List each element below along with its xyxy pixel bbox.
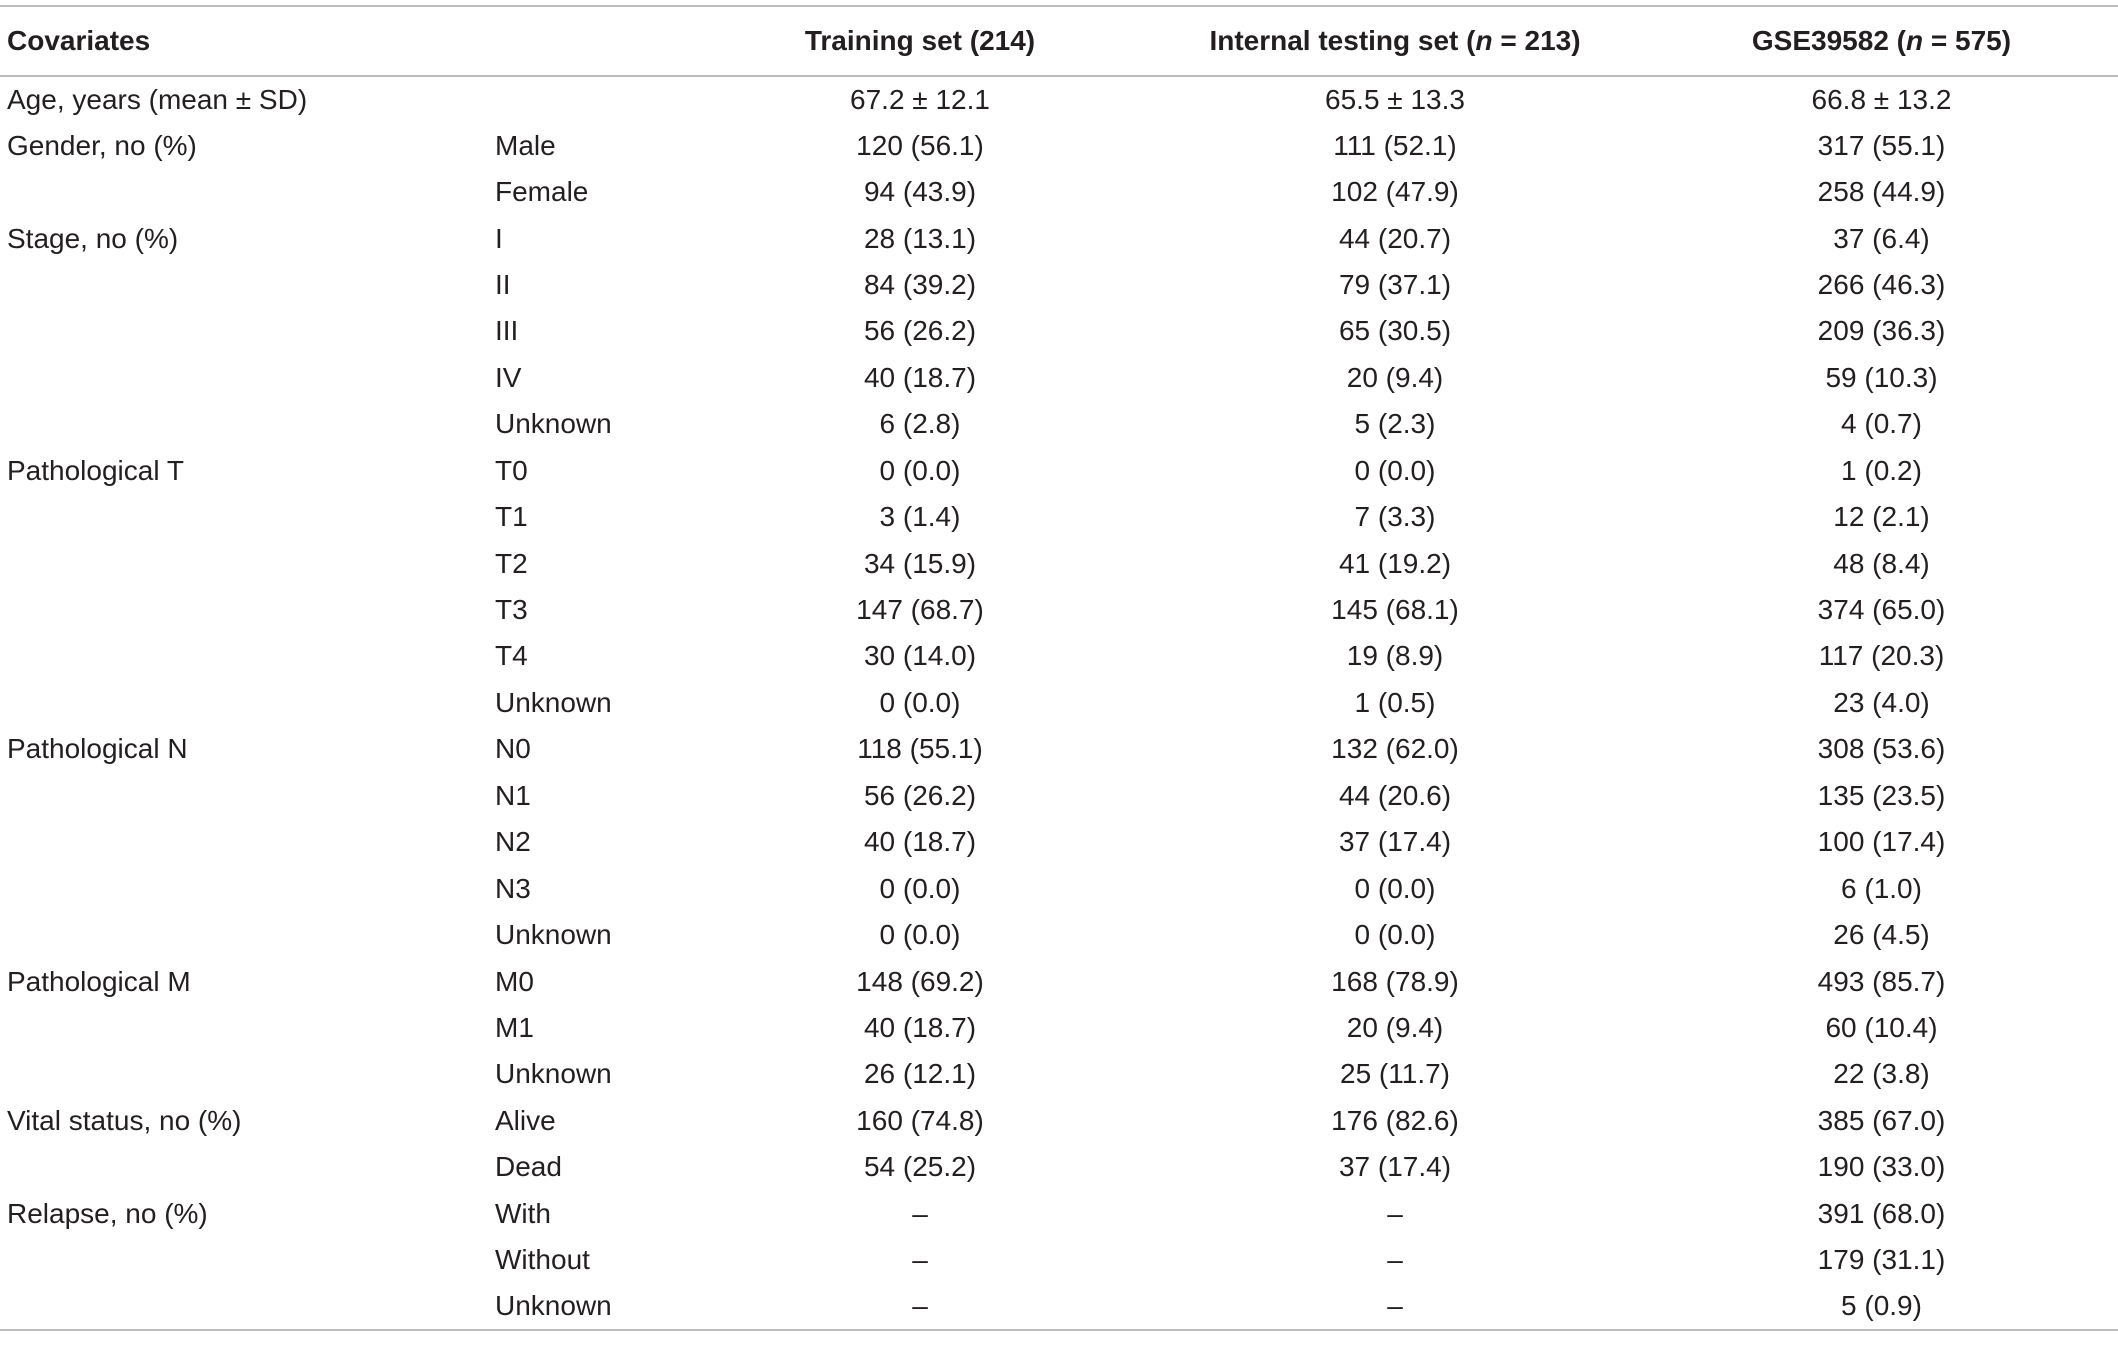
cell-training: 0 (0.0) — [879, 872, 961, 904]
cell-gse39582: 48 (8.4) — [1833, 547, 1930, 579]
cell-covariate — [0, 355, 495, 401]
cell-internal: 0 (0.0) — [1354, 919, 1436, 951]
cell-subcategory: Without — [495, 1244, 590, 1276]
cell-covariate — [0, 1005, 495, 1051]
cell-subcategory: T3 — [495, 594, 528, 626]
cell-covariate: Vital status, no (%) — [7, 1104, 242, 1136]
cell-subcategory: N0 — [495, 733, 531, 765]
header-training-set — [695, 6, 1145, 76]
cell-subcategory: Unknown — [495, 686, 612, 718]
cell-internal: 7 (3.3) — [1354, 501, 1436, 533]
cell-training: 54 (25.2) — [863, 1151, 977, 1183]
header-internal-prefix: Internal testing set ( — [1209, 25, 1476, 56]
cell-subcategory: N3 — [495, 872, 531, 904]
cell-subcategory: Unknown — [495, 919, 612, 951]
table-row — [0, 1191, 2118, 1237]
table-row — [0, 1144, 2118, 1190]
table-row — [0, 1237, 2118, 1283]
cell-gse39582: 26 (4.5) — [1833, 919, 1930, 951]
cell-internal: 65 (30.5) — [1338, 315, 1452, 347]
table-row — [0, 1051, 2118, 1097]
cell-gse39582: 190 (33.0) — [1817, 1151, 1946, 1183]
cell-training: 118 (55.1) — [857, 733, 983, 765]
cell-gse39582: 1 (0.2) — [1841, 454, 1922, 486]
cell-covariate — [0, 494, 495, 540]
cell-internal: 176 (82.6) — [1331, 1104, 1459, 1136]
cell-training: – — [912, 1197, 928, 1229]
cell-gse39582: 374 (65.0) — [1817, 594, 1946, 626]
cell-internal: – — [1387, 1197, 1403, 1229]
cell-internal: 79 (37.1) — [1338, 268, 1452, 300]
cell-training: 34 (15.9) — [863, 547, 977, 579]
table-row — [0, 633, 2118, 679]
cell-subcategory: T1 — [495, 501, 528, 533]
cell-subcategory: Alive — [495, 1104, 556, 1136]
cell-covariate — [0, 169, 495, 215]
table-row — [0, 1005, 2118, 1051]
cell-gse39582: 12 (2.1) — [1833, 501, 1930, 533]
cell-gse39582: 317 (55.1) — [1817, 129, 1946, 161]
cell-gse39582: 493 (85.7) — [1817, 965, 1946, 997]
cell-covariate: Gender, no (%) — [7, 129, 197, 161]
cell-subcategory: T2 — [495, 547, 528, 579]
cell-internal: 25 (11.7) — [1340, 1058, 1450, 1090]
cell-gse39582: 66.8 ± 13.2 — [1811, 83, 1952, 115]
cell-gse39582: 179 (31.1) — [1817, 1244, 1946, 1276]
header-internal-n: n — [1475, 25, 1493, 56]
cell-internal: 65.5 ± 13.3 — [1325, 83, 1465, 115]
header-covariates: Covariates — [7, 25, 151, 56]
table-row — [0, 773, 2118, 819]
header-gse-suffix: = 575) — [1923, 25, 2012, 56]
cell-covariate — [0, 540, 495, 586]
cell-covariate — [0, 1237, 495, 1283]
cell-covariate: Relapse, no (%) — [7, 1197, 208, 1229]
cell-internal: 1 (0.5) — [1354, 686, 1436, 718]
cell-covariate — [0, 912, 495, 958]
cell-training: 67.2 ± 12.1 — [850, 83, 990, 115]
cell-subcategory: M0 — [495, 965, 534, 997]
cell-subcategory: M1 — [495, 1011, 534, 1043]
cell-subcategory: With — [495, 1197, 551, 1229]
header-internal-testing-set — [1145, 6, 1645, 76]
cell-subcategory — [495, 76, 695, 122]
cell-covariate — [0, 1051, 495, 1097]
header-gse39582 — [1645, 6, 2118, 76]
cell-training: – — [912, 1244, 928, 1276]
cell-internal: 19 (8.9) — [1346, 640, 1444, 672]
cell-internal: 111 (52.1) — [1333, 129, 1457, 161]
cell-internal: 41 (19.2) — [1338, 547, 1452, 579]
cell-training: 94 (43.9) — [863, 176, 977, 208]
cell-training: 0 (0.0) — [879, 686, 961, 718]
cell-subcategory: I — [495, 222, 503, 254]
cell-training: 160 (74.8) — [856, 1104, 984, 1136]
table-row — [0, 308, 2118, 354]
table-row — [0, 912, 2118, 958]
cell-internal: 37 (17.4) — [1338, 826, 1452, 858]
cell-gse39582: 59 (10.3) — [1825, 361, 1938, 393]
cell-training: 84 (39.2) — [863, 268, 977, 300]
cell-internal: 0 (0.0) — [1354, 872, 1436, 904]
cell-gse39582: 23 (4.0) — [1833, 686, 1930, 718]
cell-covariate — [0, 1144, 495, 1190]
cell-training: 147 (68.7) — [856, 594, 984, 626]
cell-subcategory: Male — [495, 129, 556, 161]
table-row — [0, 215, 2118, 261]
cell-training: 120 (56.1) — [856, 129, 984, 161]
cell-internal: 20 (9.4) — [1346, 361, 1444, 393]
cell-gse39582: 258 (44.9) — [1817, 176, 1946, 208]
cell-gse39582: 135 (23.5) — [1817, 779, 1946, 811]
cell-training: 0 (0.0) — [879, 919, 961, 951]
cell-training: 30 (14.0) — [863, 640, 977, 672]
table-header — [0, 6, 2118, 76]
cell-training: 40 (18.7) — [863, 361, 977, 393]
cell-covariate — [0, 773, 495, 819]
cell-training: 40 (18.7) — [863, 826, 977, 858]
cell-subcategory: III — [495, 315, 519, 347]
cell-covariate — [0, 633, 495, 679]
cell-internal: 102 (47.9) — [1331, 176, 1459, 208]
cell-subcategory: Unknown — [495, 1058, 612, 1090]
cell-covariate — [0, 262, 495, 308]
cell-gse39582: 4 (0.7) — [1841, 408, 1922, 440]
table-row — [0, 448, 2118, 494]
cell-gse39582: 60 (10.4) — [1825, 1011, 1938, 1043]
table-row — [0, 540, 2118, 586]
table-body — [0, 76, 2118, 1330]
cell-covariate — [0, 819, 495, 865]
header-subcategory — [495, 6, 695, 76]
header-gse-n: n — [1906, 25, 1924, 56]
covariates-table — [0, 5, 2118, 1331]
cell-gse39582: 5 (0.9) — [1841, 1290, 1922, 1322]
cell-training: 28 (13.1) — [863, 222, 977, 254]
table-row — [0, 1098, 2118, 1144]
cell-training: 3 (1.4) — [879, 501, 961, 533]
cell-covariate: Pathological T — [7, 454, 184, 486]
table-row — [0, 819, 2118, 865]
cell-covariate — [0, 680, 495, 726]
cell-internal: 44 (20.6) — [1338, 779, 1452, 811]
header-internal-suffix: = 213) — [1492, 25, 1581, 56]
cell-internal: 20 (9.4) — [1346, 1011, 1444, 1043]
cell-subcategory: T4 — [495, 640, 528, 672]
cell-training: – — [912, 1290, 928, 1322]
cell-covariate: Pathological N — [7, 733, 188, 765]
cell-internal: 132 (62.0) — [1331, 733, 1459, 765]
cell-internal: – — [1387, 1244, 1403, 1276]
table-row — [0, 726, 2118, 772]
cell-training: 0 (0.0) — [879, 454, 961, 486]
cell-internal: 168 (78.9) — [1331, 965, 1459, 997]
table-row — [0, 122, 2118, 168]
cell-training: 26 (12.1) — [863, 1058, 977, 1090]
cell-covariate: Pathological M — [7, 965, 191, 997]
cell-covariate — [0, 865, 495, 911]
cell-covariate — [0, 1283, 495, 1329]
cell-covariate — [0, 308, 495, 354]
cell-gse39582: 100 (17.4) — [1817, 826, 1946, 858]
table-row — [0, 169, 2118, 215]
table-row — [0, 355, 2118, 401]
cell-training: 40 (18.7) — [863, 1011, 977, 1043]
cell-internal: 145 (68.1) — [1331, 594, 1459, 626]
cell-training: 56 (26.2) — [863, 779, 977, 811]
cell-gse39582: 22 (3.8) — [1833, 1058, 1930, 1090]
cell-covariate: Age, years (mean ± SD) — [7, 83, 308, 115]
cell-subcategory: N1 — [495, 779, 531, 811]
table-row — [0, 680, 2118, 726]
cell-training: 148 (69.2) — [856, 965, 984, 997]
cell-subcategory: Unknown — [495, 1290, 612, 1322]
table-row — [0, 76, 2118, 122]
cell-subcategory: N2 — [495, 826, 531, 858]
cell-subcategory: II — [495, 268, 511, 300]
header-gse-prefix: GSE39582 ( — [1751, 25, 1907, 56]
cell-gse39582: 6 (1.0) — [1841, 872, 1922, 904]
cell-subcategory: Female — [495, 176, 589, 208]
table-row — [0, 494, 2118, 540]
header-row — [0, 6, 2118, 76]
cell-covariate — [0, 587, 495, 633]
table-row — [0, 865, 2118, 911]
cell-subcategory: T0 — [495, 454, 528, 486]
cell-gse39582: 391 (68.0) — [1817, 1197, 1946, 1229]
cell-subcategory: IV — [495, 361, 522, 393]
cell-gse39582: 385 (67.0) — [1817, 1104, 1946, 1136]
table-row — [0, 401, 2118, 447]
cell-training: 56 (26.2) — [863, 315, 977, 347]
cell-covariate — [0, 401, 495, 447]
cell-covariate: Stage, no (%) — [7, 222, 179, 254]
cell-internal: – — [1387, 1290, 1403, 1322]
cell-gse39582: 266 (46.3) — [1817, 268, 1946, 300]
cell-gse39582: 37 (6.4) — [1833, 222, 1930, 254]
cell-training: 6 (2.8) — [879, 408, 961, 440]
table-row — [0, 1283, 2118, 1329]
cell-gse39582: 117 (20.3) — [1818, 640, 1945, 672]
cell-internal: 37 (17.4) — [1338, 1151, 1452, 1183]
cell-subcategory: Unknown — [495, 408, 612, 440]
cell-internal: 44 (20.7) — [1338, 222, 1452, 254]
header-training-text: Training set (214) — [804, 25, 1036, 56]
table-row — [0, 262, 2118, 308]
cell-internal: 5 (2.3) — [1354, 408, 1436, 440]
cell-gse39582: 308 (53.6) — [1817, 733, 1946, 765]
cell-internal: 0 (0.0) — [1354, 454, 1436, 486]
cell-subcategory: Dead — [495, 1151, 562, 1183]
table-row — [0, 587, 2118, 633]
table-row — [0, 958, 2118, 1004]
cell-gse39582: 209 (36.3) — [1817, 315, 1946, 347]
